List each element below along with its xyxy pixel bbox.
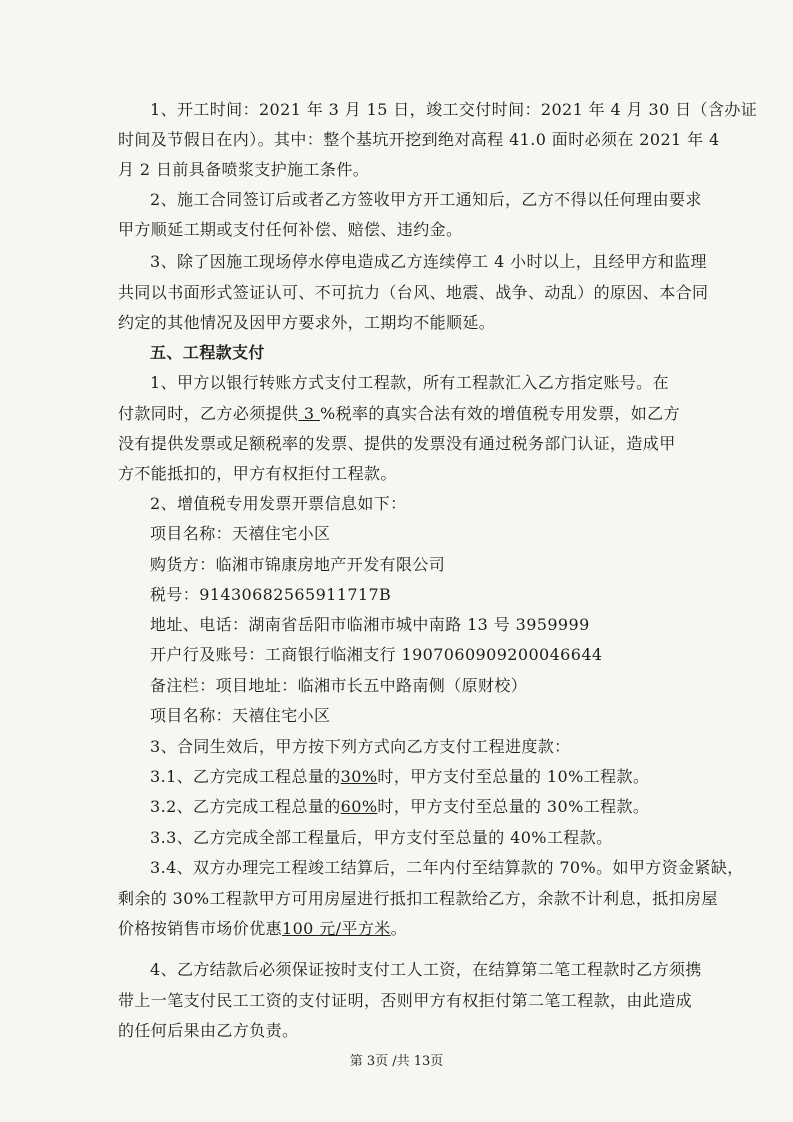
invoice-tax-number: 税号：91430682565911717B — [150, 585, 392, 604]
progress-payment-3-2 — [150, 797, 649, 817]
item-3-2-post: 时，甲方支付至总量的 30%工程款。 — [377, 797, 650, 816]
item-3-1-post: 时，甲方支付至总量的 10%工程款。 — [377, 767, 650, 786]
progress-payment-title: 3、合同生效后，甲方按下列方式向乙方支付工程进度款： — [150, 737, 571, 756]
item-3-4-post: 。 — [390, 919, 408, 938]
progress-payment-3-4-line-1: 3.4、双方办理完工程竣工结算后，二年内付至结算款的 70%。如甲方资金紧缺， — [150, 858, 744, 877]
clause-4-3-line-2: 共同以书面形式签证认可、不可抗力（台风、地震、战争、动乱）的原因、本合同 — [118, 283, 709, 302]
invoice-project-name: 项目名称：天禧住宅小区 — [150, 524, 331, 543]
item-3-1-pre: 3.1、乙方完成工程总量的 — [150, 767, 341, 786]
clause-4-1-line-3: 月 2 日前具备喷浆支护施工条件。 — [118, 160, 370, 179]
progress-payment-3-4-line-2: 剩余的 30%工程款甲方可用房屋进行抵扣工程款给乙方，余款不计利息，抵扣房屋 — [118, 889, 718, 908]
clause-4-2-line-1: 2、施工合同签订后或者乙方签收甲方开工通知后，乙方不得以任何理由要求 — [150, 190, 702, 209]
progress-payment-3-1 — [150, 767, 649, 787]
item-3-1-percent: 30% — [340, 767, 378, 786]
clause-5-1-line-4: 方不能抵扣的，甲方有权拒付工程款。 — [118, 464, 397, 483]
clause-4-1-line-2: 时间及节假日在内）。其中：整个基坑开挖到绝对高程 41.0 面时必须在 2021 年 4 — [118, 130, 720, 149]
clause-4-3-line-1: 3、除了因施工现场停水停电造成乙方连续停工 4 小时以上，且经甲方和监理 — [150, 252, 707, 271]
invoice-project-name-2: 项目名称：天禧住宅小区 — [150, 706, 331, 725]
invoice-info-title: 2、增值税专用发票开票信息如下： — [150, 494, 407, 513]
clause-5-4-line-2: 带上一笔支付民工工资的支付证明，否则甲方有权拒付第二笔工程款，由此造成 — [118, 991, 693, 1010]
clause-5-1-line-2-post: %税率的真实合法有效的增值税专用发票，如乙方 — [319, 404, 680, 423]
tax-rate-underlined: 3 — [298, 404, 320, 423]
clause-4-1-line-1: 1、开工时间：2021 年 3 月 15 日，竣工交付时间：2021 年 4 月 30 日（含办证 — [150, 100, 758, 119]
progress-payment-3-4-line-3 — [118, 919, 407, 939]
clause-4-3-line-3: 约定的其他情况及因甲方要求外，工期均不能顺延。 — [118, 313, 496, 332]
clause-4-2-line-2: 甲方顺延工期或支付任何补偿、赔偿、违约金。 — [118, 220, 463, 239]
invoice-address-phone: 地址、电话：湖南省岳阳市临湘市城中南路 13 号 3959999 — [150, 615, 590, 634]
clause-5-4-line-1: 4、乙方结款后必须保证按时支付工人工资，在结算第二笔工程款时乙方须携 — [150, 960, 702, 979]
invoice-buyer: 购货方：临湘市锦康房地产开发有限公司 — [150, 555, 446, 574]
page-number: 第 3页 /共 13页 — [349, 1054, 444, 1069]
progress-payment-3-3: 3.3、乙方完成全部工程量后，甲方支付至总量的 40%工程款。 — [150, 828, 613, 847]
invoice-remark: 备注栏：项目地址：临湘市长五中路南侧（原财校） — [150, 676, 528, 695]
clause-5-1-line-1: 1、甲方以银行转账方式支付工程款，所有工程款汇入乙方指定账号。在 — [150, 373, 669, 392]
item-3-4-pre: 价格按销售市场价优惠 — [118, 919, 283, 938]
item-3-2-percent: 60% — [340, 797, 378, 816]
item-3-2-pre: 3.2、乙方完成工程总量的 — [150, 797, 341, 816]
clause-5-1-line-3: 没有提供发票或足额税率的发票、提供的发票没有通过税务部门认证，造成甲 — [118, 434, 676, 453]
clause-5-1-line-2-pre: 付款同时，乙方必须提供 — [118, 404, 299, 423]
section-5-heading: 五、工程款支付 — [150, 343, 265, 362]
invoice-bank-account: 开户行及账号：工商银行临湘支行 1907060909200046644 — [150, 645, 603, 664]
clause-5-1-line-2 — [118, 404, 680, 424]
item-3-4-discount: 100 元/平方米 — [282, 919, 391, 938]
clause-5-4-line-3: 的任何后果由乙方负责。 — [118, 1021, 299, 1040]
